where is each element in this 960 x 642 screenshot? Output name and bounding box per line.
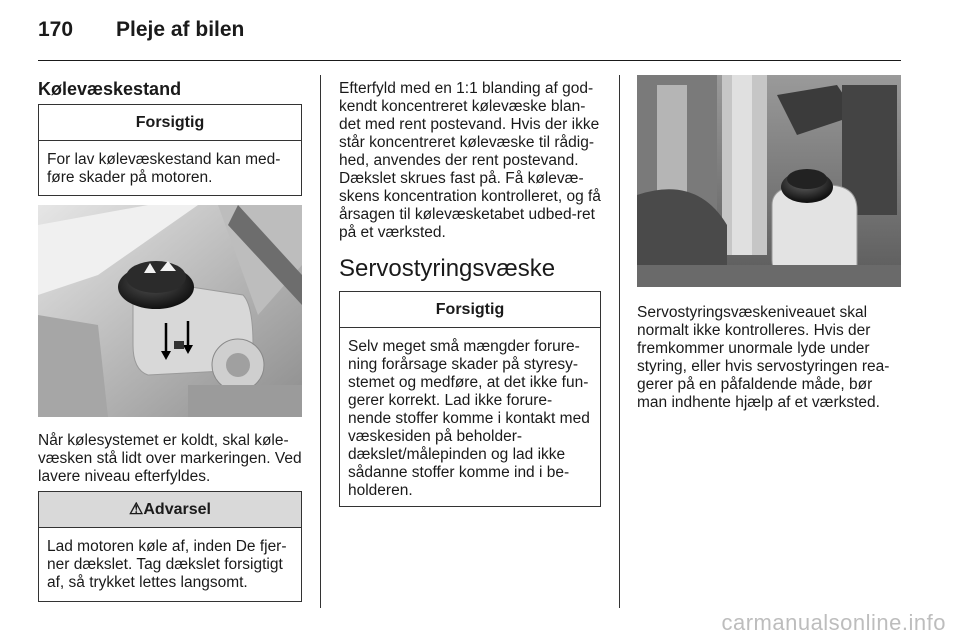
caution-text: For lav kølevæskestand kan med-føre skader på motoren. bbox=[47, 151, 281, 186]
coolant-caution-box bbox=[38, 104, 302, 196]
column-divider bbox=[320, 75, 321, 608]
column-divider bbox=[619, 75, 620, 608]
warning-triangle-icon: ⚠ bbox=[129, 501, 144, 518]
caution-text: Selv meget små mængder forure-ning forårsage skader på styresy-stemet og medføre, at det ikke fun-gerer korrekt. Lad ikke forure-nende stoffer komme i kontakt med væskesiden på beholder-dækslet/målepinden og lad ikke sådanne stoffer komme ind i be-holderen. bbox=[348, 338, 590, 499]
warning-title-bar bbox=[39, 492, 301, 528]
caution-title: Forsigtig bbox=[39, 105, 301, 141]
refill-paragraph: Efterfyld med en 1:1 blanding af god-kendt koncentreret kølevæske blan-det med rent postevand. Hvis der ikke står koncentreret kølevæske til rådig-hed, anvendes der rent postevand. Dækslet skrues fast på. Få kølevæ-skens koncentration kontrolleret, og få årsagen til kølevæsketabet udbed-ret på et værksted. bbox=[339, 80, 601, 241]
page-number: 170 bbox=[38, 18, 74, 41]
power-steering-heading: Servostyringsvæske bbox=[339, 255, 556, 282]
coolant-reservoir-photo bbox=[38, 205, 302, 417]
power-steering-caution-box bbox=[339, 291, 601, 507]
warning-text: Lad motoren køle af, inden De fjer-ner dækslet. Tag dækslet forsigtigt af, så trykket lettes langsomt. bbox=[47, 538, 287, 591]
page-header bbox=[38, 18, 244, 42]
warning-title: Advarsel bbox=[143, 501, 211, 518]
coolant-level-paragraph: Når kølesystemet er koldt, skal køle-væsken stå lidt over markeringen. Ved lavere niveau efterfyldes. bbox=[38, 432, 302, 485]
coolant-heading: Kølevæskestand bbox=[38, 79, 182, 99]
power-steering-paragraph: Servostyringsvæskeniveauet skal normalt ikke kontrolleres. Hvis der fremkommer unormale lyde under styring, eller hvis servostyringen rea-gerer på en påfaldende måde, bør man indhente hjælp af et værksted. bbox=[637, 304, 890, 411]
page-title: Pleje af bilen bbox=[116, 18, 245, 41]
warning-box bbox=[38, 491, 302, 602]
power-steering-reservoir-photo bbox=[637, 75, 901, 287]
caution-title: Forsigtig bbox=[340, 292, 600, 328]
header-rule bbox=[38, 60, 901, 61]
watermark: carmanualsonline.info bbox=[721, 610, 946, 635]
